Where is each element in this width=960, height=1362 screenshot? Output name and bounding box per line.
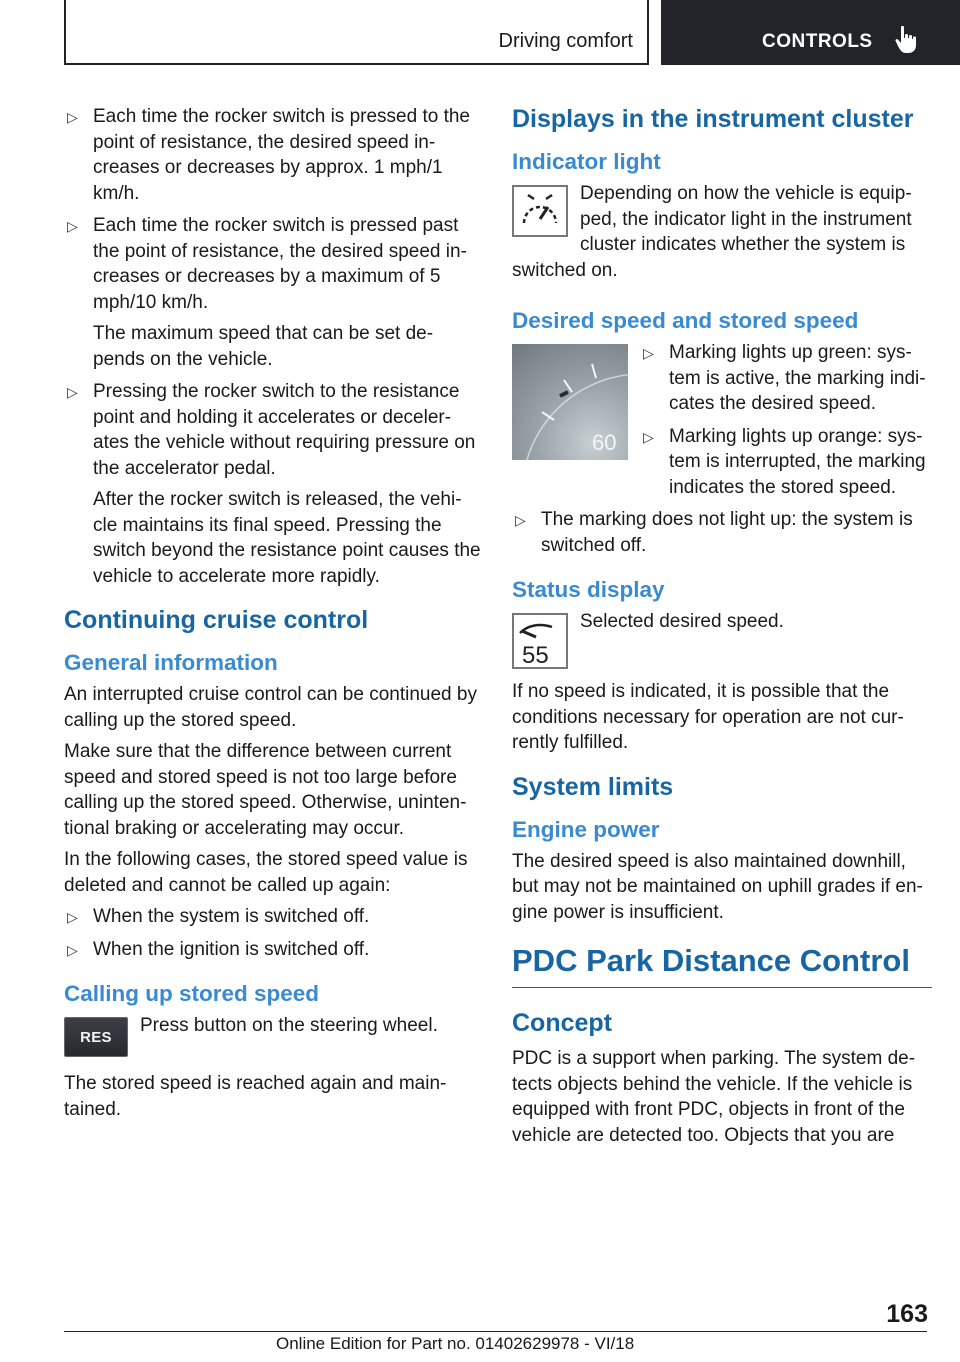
pointing-hand-icon	[895, 25, 923, 55]
list-item-text: When the system is switched off.	[93, 906, 370, 927]
rocker-switch-list	[64, 104, 482, 589]
bullet-triangle-icon: ▷	[643, 345, 654, 361]
continuing-cruise-control-heading: Continuing cruise control	[64, 606, 369, 634]
list-item-extra-text: The maximum speed that can be set de-pends on the vehicle.	[93, 323, 434, 370]
status-display-heading: Status display	[512, 577, 665, 602]
speed-status-icon	[512, 613, 568, 669]
marking-list-full-width	[512, 507, 932, 558]
list-item-text: Marking lights up green: sys-tem is active, the marking indi-cates the desired speed.	[669, 342, 926, 414]
speedometer-image	[512, 344, 628, 460]
page-number: 163	[886, 1300, 928, 1328]
displays-heading: Displays in the instrument cluster	[512, 105, 914, 133]
list-item-text: The marking does not light up: the system is switched off.	[541, 509, 913, 556]
pdc-heading: PDC Park Distance Control	[512, 941, 932, 988]
calling-up-stored-speed-heading: Calling up stored speed	[64, 981, 320, 1006]
indicator-paragraph: Depending on how the vehicle is equip-ped, the indicator light in the instrument cluster indicates whether the system is switched on.	[512, 183, 912, 281]
deleted-speed-list	[64, 904, 482, 962]
list-item	[64, 904, 482, 930]
cruise-indicator-icon	[512, 185, 568, 237]
list-item-text: Each time the rocker switch is pressed past the point of resistance, the desired speed in-creases or decreases by a maximum of 5 mph/10 km/h.	[93, 215, 467, 313]
list-item-text: When the ignition is switched off.	[93, 938, 370, 960]
system-limits-heading: System limits	[512, 772, 674, 801]
status-paragraph-2: If no speed is indicated, it is possible that the conditions necessary for operation are not cur-rently fulfilled.	[512, 681, 904, 753]
gauge-row	[512, 340, 932, 507]
right-column	[512, 104, 932, 1154]
list-item	[64, 937, 482, 963]
indicator-row	[512, 181, 932, 289]
list-item	[64, 379, 482, 589]
list-item-text: Each time the rocker switch is pressed to the point of resistance, the desired speed in-creases or decreases by approx. 1 mph/1 km/h.	[93, 106, 470, 204]
bullet-triangle-icon: ▷	[67, 384, 78, 400]
calling-paragraph-2: The stored speed is reached again and main-tained.	[64, 1073, 447, 1120]
list-item-extra-text: After the rocker switch is released, the vehi-cle maintains its final speed. Pressing the switch beyond the resistance point causes the vehicle to accelerate more rapidly.	[93, 489, 481, 587]
bullet-triangle-icon: ▷	[67, 909, 78, 925]
status-paragraph-1: Selected desired speed.	[580, 611, 784, 632]
indicator-light-heading: Indicator light	[512, 149, 661, 174]
list-item	[512, 507, 932, 558]
engine-paragraph: The desired speed is also maintained downhill, but may not be maintained on uphill grades if en-gine power is insufficient.	[512, 850, 923, 923]
list-item	[640, 424, 932, 501]
general-paragraph-1: An interrupted cruise control can be continued by calling up the stored speed.	[64, 684, 477, 731]
bullet-triangle-icon: ▷	[67, 109, 78, 125]
footer-edition-text: Online Edition for Part no. 01402629978 - VI/18	[276, 1334, 635, 1353]
res-button-row	[64, 1013, 482, 1063]
header-chapter-box	[64, 0, 649, 65]
header-section-title: CONTROLS	[762, 31, 873, 52]
calling-paragraph-1: Press button on the steering wheel.	[140, 1015, 438, 1036]
gauge-speed-label: 60	[592, 430, 617, 455]
bullet-triangle-icon: ▷	[515, 512, 526, 528]
list-item-text: Marking lights up orange: sys-tem is interrupted, the marking indicates the stored speed.	[669, 425, 926, 498]
general-paragraph-3: In the following cases, the stored speed value is deleted and cannot be called up again:	[64, 849, 468, 896]
header-section-box	[661, 0, 960, 65]
list-item	[64, 213, 482, 372]
res-button-icon: RES	[64, 1017, 128, 1057]
general-information-heading: General information	[64, 650, 278, 675]
general-paragraph-2: Make sure that the difference between current speed and stored speed is not too large before calling up the stored speed. Otherwise, uninten-tional braking or accelerating may occur.	[64, 741, 467, 839]
status-speed-label: 55	[522, 642, 549, 667]
marking-list	[640, 340, 932, 507]
bullet-triangle-icon: ▷	[67, 218, 78, 234]
concept-paragraph: PDC is a support when parking. The system de-tects objects behind the vehicle. If the vehicle is equipped with front PDC, objects in front of the vehicle are detected too. Objects that you are	[512, 1048, 916, 1146]
header-chapter-title: Driving comfort	[498, 30, 633, 52]
bullet-triangle-icon: ▷	[643, 428, 654, 445]
status-row	[512, 609, 932, 675]
left-column	[64, 104, 482, 1128]
list-item	[64, 104, 482, 206]
list-item-text: Pressing the rocker switch to the resistance point and holding it accelerates or deceler-ates the vehicle without requiring pressure on the accelerator pedal.	[93, 381, 476, 479]
list-item	[640, 340, 932, 417]
bullet-triangle-icon: ▷	[67, 941, 78, 958]
desired-stored-speed-heading: Desired speed and stored speed	[512, 308, 859, 333]
footer-divider	[64, 1331, 927, 1332]
concept-heading: Concept	[512, 1009, 612, 1037]
engine-power-heading: Engine power	[512, 816, 660, 842]
